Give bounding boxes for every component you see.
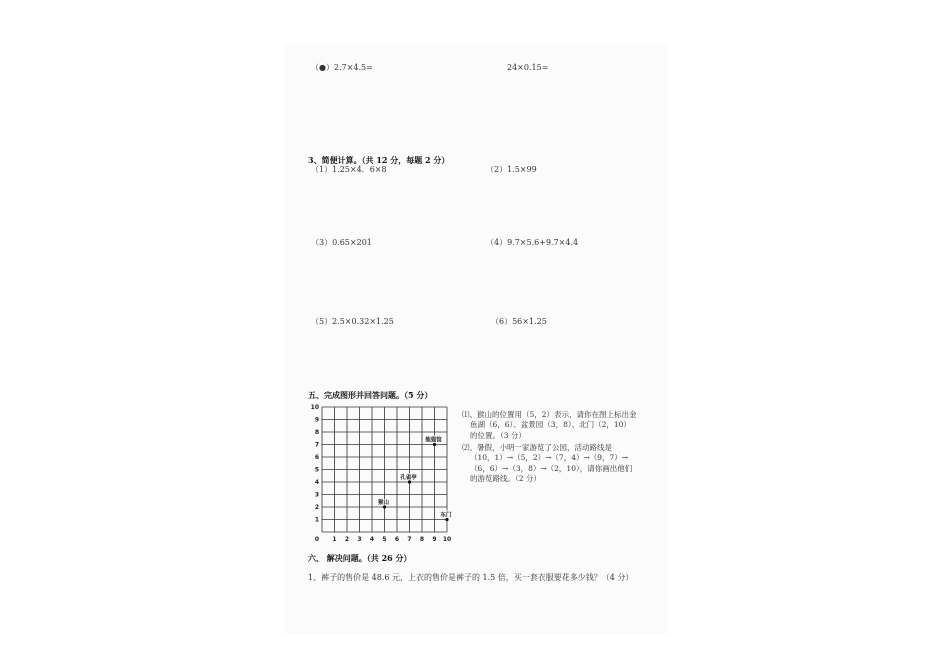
y-tick-label: 6 [314,454,319,461]
y-tick-label: 9 [314,416,319,424]
coordinate-grid [306,402,466,542]
y-tick-label: 10 [310,404,319,411]
question-5-2 [462,443,667,484]
y-tick-label: 7 [314,441,319,449]
x-tick-label: 2 [344,536,350,542]
x-tick-label: 6 [394,536,400,542]
worksheet-page [284,44,668,634]
calc-item-3: （3）0.65×201 [311,238,372,247]
y-tick-label: 8 [314,429,319,436]
question-5-1 [462,410,667,441]
origin-label: 0 [314,536,320,542]
x-tick-label: 9 [432,536,437,542]
calc-item-2: （2）1.5×99 [486,165,537,174]
question-5-1-line-1: ⑴、猴山的位置用（5，2）表示，请你在图上标出金 [462,410,637,419]
section-3-title: 3、简便计算。（共 12 分，每题 2 分） [308,155,450,165]
section-5-title: 五、完成图形并回答问题。（5 分） [308,390,433,400]
y-tick-label: 3 [314,491,319,499]
y-tick-label: 5 [314,466,319,474]
question-5-1-line-3: 的位置。（3 分） [470,430,526,440]
question-5-2-line-2: （10，1）→（5，2）→（7，4）→（9，7）→ [470,453,629,463]
location-label: 熊猫馆 [425,437,442,444]
x-tick-label: 7 [407,536,412,542]
x-tick-label: 1 [332,536,337,542]
x-tick-label: 10 [442,536,452,542]
question-5-2-line-4: 的游览路线。（2 分） [470,473,541,483]
x-tick-label: 5 [382,536,387,542]
y-tick-label: 1 [314,516,319,524]
x-tick-label: 8 [419,536,425,542]
question-2-7x4-5: （●）2.7×4.5= [311,63,373,72]
question-5-2-line-3: （6，6）→（3，8）→（2，10），请你画出他们 [470,463,633,473]
location-label: 孔雀亭 [400,475,417,481]
calc-item-6: （6）56×1.25 [491,317,547,326]
y-tick-label: 2 [314,504,319,511]
location-label: 猴山 [377,500,390,506]
x-tick-label: 3 [357,536,362,542]
location-label: 东门 [440,512,452,519]
question-24x0-15: 24×0.15= [507,63,549,72]
calc-item-5: （5）2.5×0.32×1.25 [311,317,394,326]
section-6-title: 六、 解决问题。（共 26 分） [308,553,412,563]
problem-1: 1、裤子的售价是 48.6 元，上衣的售价是裤子的 1.5 倍，买一套衣服要花多少钱？（4 分） [308,573,634,582]
calc-item-1: （1）1.25×4．6×8 [311,165,387,174]
y-tick-label: 4 [314,479,319,486]
question-5-1-line-2: 鱼湖（6，6）、盆景园（3，8）、北门（2，10） [470,420,631,430]
question-5-2-line-1: ⑵、暑假，小明一家游览了公园，活动路线是 [462,443,612,452]
calc-item-4: （4）9.7×5.6+9.7×4.4 [486,238,579,247]
x-tick-label: 4 [369,536,375,542]
